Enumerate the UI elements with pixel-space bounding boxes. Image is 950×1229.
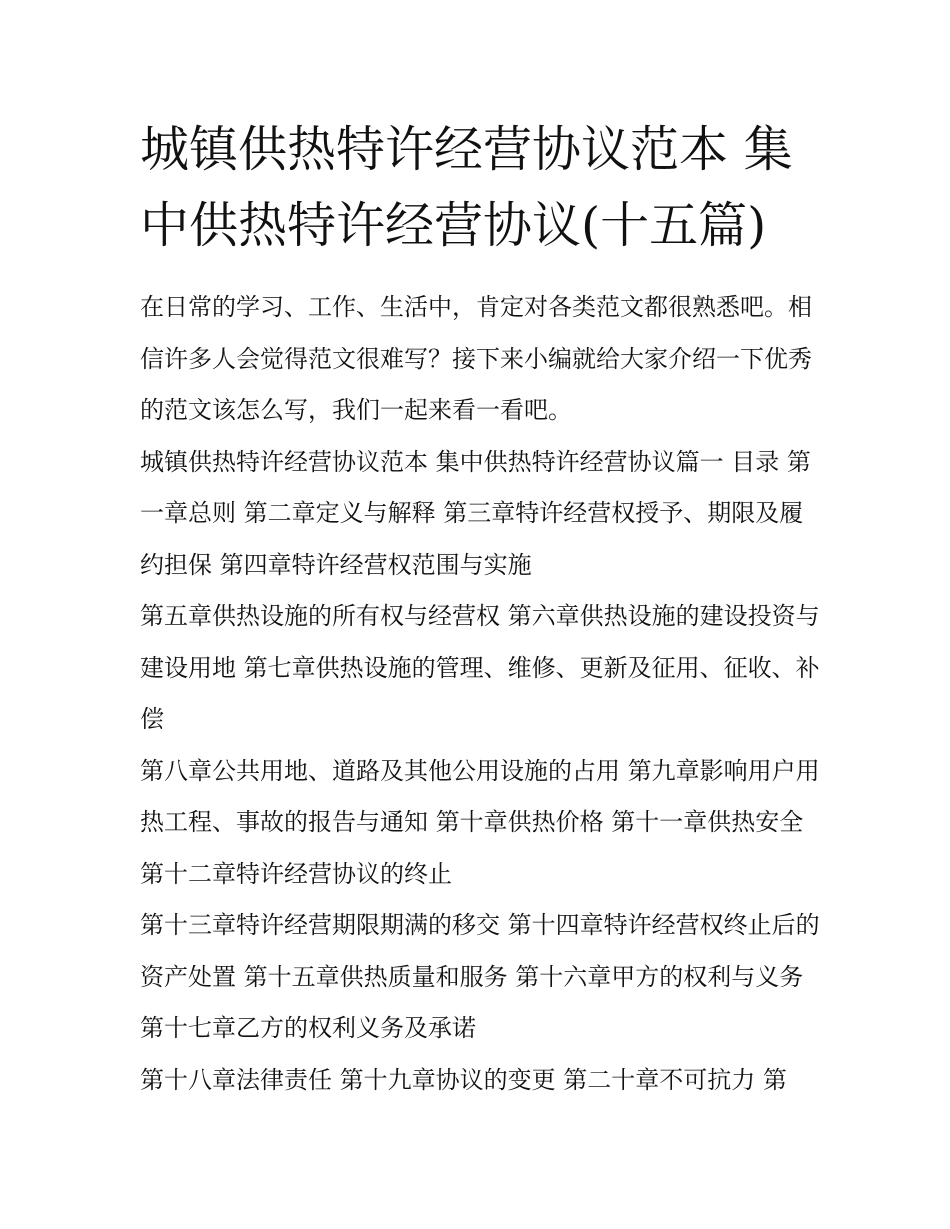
toc-paragraph-3: 第八章公共用地、道路及其他公用设施的占用 第九章影响用户用热工程、事故的报告与通知 第十章供热价格 第十一章供热安全 第十二章特许经营协议的终止 (140, 756, 820, 888)
document-body (140, 282, 820, 1106)
title-line-1: 城镇供热特许经营协议范本 集 (140, 121, 793, 178)
toc-paragraph-5: 第十八章法律责任 第十九章协议的变更 第二十章不可抗力 第 (140, 1065, 787, 1094)
toc-paragraph-1: 城镇供热特许经营协议范本 集中供热特许经营协议篇一 目录 第一章总则 第二章定义与解释 第三章特许经营权授予、期限及履约担保 第四章特许经营权范围与实施 (140, 447, 811, 579)
title-line-2: 中供热特许经营协议(十五篇) (140, 197, 767, 254)
document-title (140, 112, 820, 264)
toc-paragraph-4: 第十三章特许经营期限期满的移交 第十四章特许经营权终止后的资产处置 第十五章供热质量和服务 第十六章甲方的权利与义务 第十七章乙方的权利义务及承诺 (140, 911, 820, 1042)
intro-paragraph: 在日常的学习、工作、生活中，肯定对各类范文都很熟悉吧。相信许多人会觉得范文很难写？接下来小编就给大家介绍一下优秀的范文该怎么写，我们一起来看一看吧。 (140, 293, 812, 424)
toc-paragraph-2: 第五章供热设施的所有权与经营权 第六章供热设施的建设投资与建设用地 第七章供热设施的管理、维修、更新及征用、征收、补偿 (140, 602, 820, 733)
